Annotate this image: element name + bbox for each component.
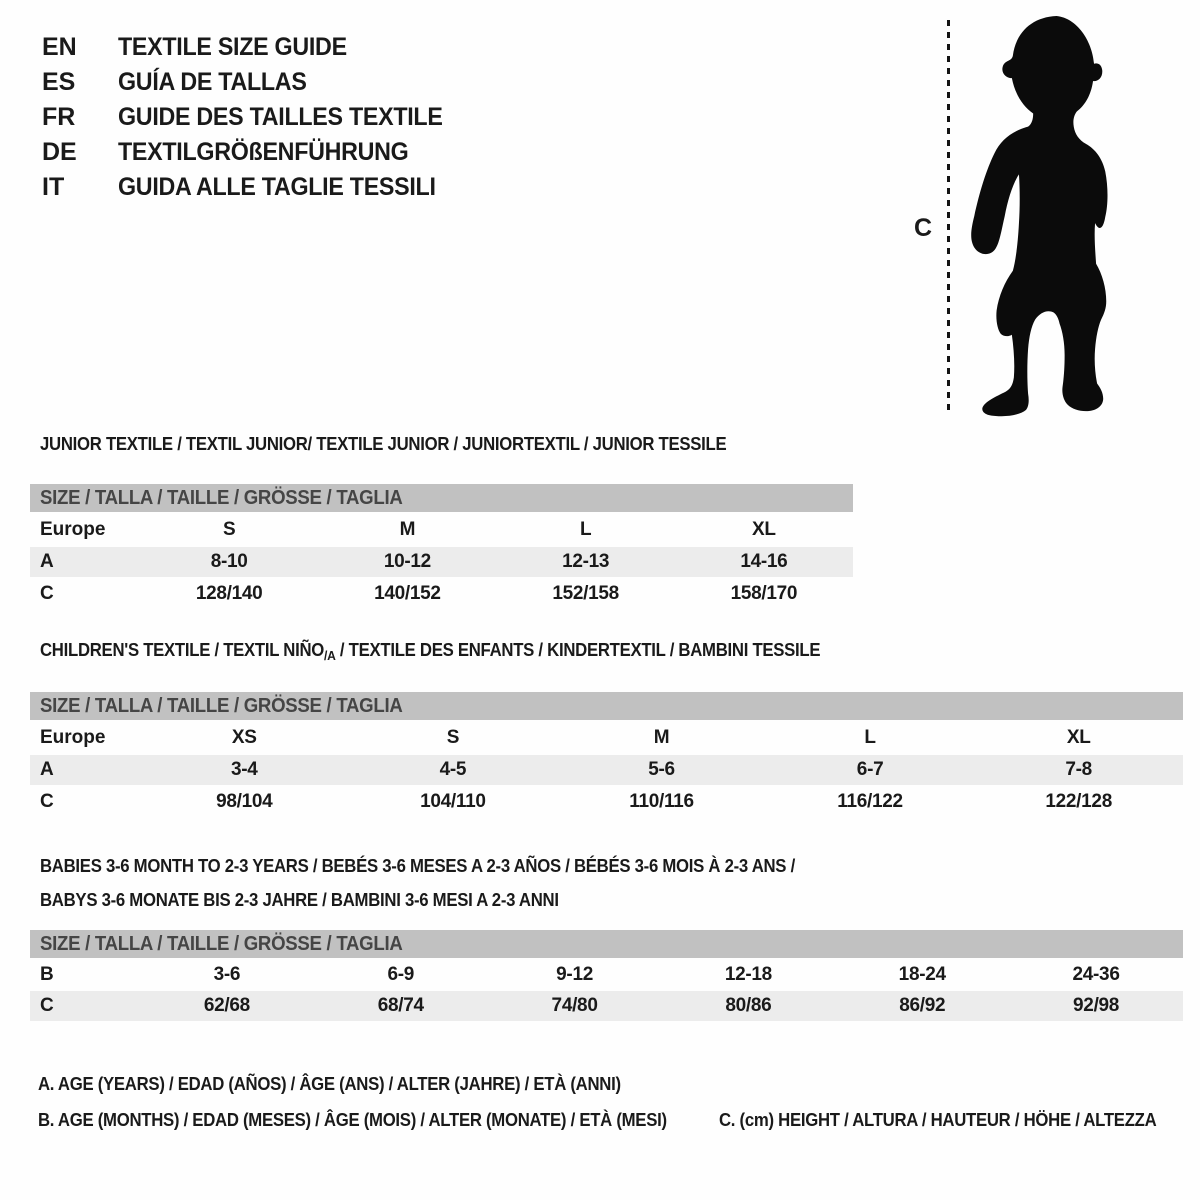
age-cell: 3-6 — [213, 963, 241, 985]
language-code: FR — [42, 103, 76, 131]
height-cell: 86/92 — [899, 995, 946, 1016]
table-row — [30, 577, 853, 611]
toddler-silhouette-icon — [966, 14, 1146, 420]
guide-title-en: TEXTILE SIZE GUIDE — [118, 33, 347, 61]
size-cell: L — [864, 726, 876, 748]
guide-title-de: TEXTILGRÖßENFÜHRUNG — [118, 138, 409, 166]
legend — [38, 1066, 1200, 1138]
height-cell: 98/104 — [216, 791, 273, 812]
table-row — [30, 547, 853, 577]
language-code: ES — [42, 68, 76, 96]
row-label: Europe — [40, 518, 106, 540]
height-cell: 128/140 — [195, 583, 263, 604]
row-label: A — [40, 759, 54, 780]
height-c-label: C — [914, 214, 933, 242]
age-cell: 9-12 — [556, 963, 593, 985]
age-cell: 6-9 — [387, 963, 415, 985]
age-cell: 7-8 — [1065, 759, 1092, 780]
size-cell: M — [399, 518, 416, 540]
size-cell: S — [446, 726, 460, 748]
size-cell: XL — [1066, 726, 1091, 748]
height-cell: 92/98 — [1073, 995, 1120, 1016]
row-label: Europe — [40, 726, 106, 748]
language-row-en — [42, 30, 467, 65]
height-cell: 116/122 — [837, 791, 903, 812]
age-cell: 18-24 — [898, 963, 946, 985]
height-cell: 74/80 — [551, 995, 598, 1016]
height-cell: 104/110 — [420, 791, 486, 812]
babies-heading-line1: BABIES 3-6 MONTH TO 2-3 YEARS / BEBÉS 3-6 MESES A 2-3 AÑOS / BÉBÉS 3-6 MOIS À 2-3 ANS / — [40, 856, 795, 876]
row-label: B — [40, 963, 54, 985]
language-title-list — [42, 30, 467, 205]
size-cell: S — [222, 518, 236, 540]
row-label: C — [40, 583, 54, 604]
legend-line-a: A. AGE (YEARS) / EDAD (AÑOS) / ÂGE (ANS) / ALTER (JAHRE) / ETÀ (ANNI) — [38, 1074, 621, 1094]
junior-table-header: SIZE / TALLA / TAILLE / GRÖSSE / TAGLIA — [40, 486, 403, 509]
age-cell: 12-18 — [724, 963, 772, 985]
language-row-it — [42, 170, 467, 205]
table-row — [30, 720, 1183, 755]
age-cell: 5-6 — [648, 759, 675, 780]
language-code: EN — [42, 33, 77, 61]
height-cell: 152/158 — [552, 583, 619, 604]
junior-size-table — [30, 484, 853, 611]
height-cell: 110/116 — [629, 791, 694, 812]
size-cell: M — [653, 726, 670, 748]
legend-line-c: C. (cm) HEIGHT / ALTURA / HAUTEUR / HÖHE / ALTEZZA — [718, 1110, 1156, 1130]
age-cell: 3-4 — [231, 759, 258, 780]
junior-heading: JUNIOR TEXTILE / TEXTIL JUNIOR/ TEXTILE JUNIOR / JUNIORTEXTIL / JUNIOR TESSILE — [40, 434, 727, 454]
language-row-fr — [42, 100, 467, 135]
table-row — [30, 512, 853, 547]
nino-a-subscript: /A — [323, 648, 336, 663]
guide-title-it: GUIDA ALLE TAGLIE TESSILI — [118, 173, 436, 201]
babies-table-header: SIZE / TALLA / TAILLE / GRÖSSE / TAGLIA — [40, 932, 403, 955]
table-row — [30, 785, 1183, 819]
children-table-header: SIZE / TALLA / TAILLE / GRÖSSE / TAGLIA — [40, 694, 403, 717]
height-cell: 62/68 — [203, 995, 250, 1016]
row-label: C — [40, 791, 54, 812]
age-cell: 4-5 — [439, 759, 467, 780]
table-row — [30, 755, 1183, 785]
legend-line-b: B. AGE (MONTHS) / EDAD (MESES) / ÂGE (MOIS) / ALTER (MONATE) / ETÀ (MESI) — [38, 1110, 667, 1130]
height-cell: 158/170 — [730, 583, 798, 604]
row-label: A — [40, 551, 54, 572]
age-cell: 14-16 — [740, 551, 788, 572]
age-cell: 10-12 — [383, 551, 431, 572]
babies-heading-line2: BABYS 3-6 MONATE BIS 2-3 JAHRE / BAMBINI 3-6 MESI A 2-3 ANNI — [40, 890, 559, 910]
size-cell: L — [579, 518, 592, 540]
language-row-es — [42, 65, 467, 100]
height-dashed-line — [947, 20, 950, 414]
table-row — [30, 991, 1183, 1021]
guide-title-es: GUÍA DE TALLAS — [118, 68, 307, 96]
height-cell: 68/74 — [377, 995, 424, 1016]
language-row-de — [42, 135, 467, 170]
size-cell: XS — [231, 726, 257, 748]
size-cell: XL — [752, 518, 776, 540]
age-cell: 8-10 — [210, 551, 248, 572]
junior-section — [30, 434, 853, 604]
row-label: C — [40, 995, 54, 1016]
babies-size-table — [30, 930, 1183, 1021]
age-cell: 24-36 — [1072, 963, 1120, 985]
height-cell: 80/86 — [725, 995, 772, 1016]
children-size-table — [30, 692, 1183, 819]
age-cell: 6-7 — [856, 759, 884, 780]
height-cell: 122/128 — [1045, 791, 1112, 812]
age-cell: 12-13 — [562, 551, 610, 572]
language-code: DE — [42, 138, 77, 166]
height-cell: 140/152 — [374, 583, 441, 604]
children-section — [30, 640, 1183, 812]
children-heading: CHILDREN'S TEXTILE / TEXTIL $NIÑO_{/A}$ / TEXTILE DES ENFANTS / KINDERTEXTIL / BAMBINI TESSILE — [40, 640, 821, 663]
babies-section — [30, 849, 1183, 1016]
table-row — [30, 958, 1183, 991]
language-code: IT — [42, 173, 65, 201]
guide-title-fr: GUIDE DES TAILLES TEXTILE — [118, 103, 443, 131]
